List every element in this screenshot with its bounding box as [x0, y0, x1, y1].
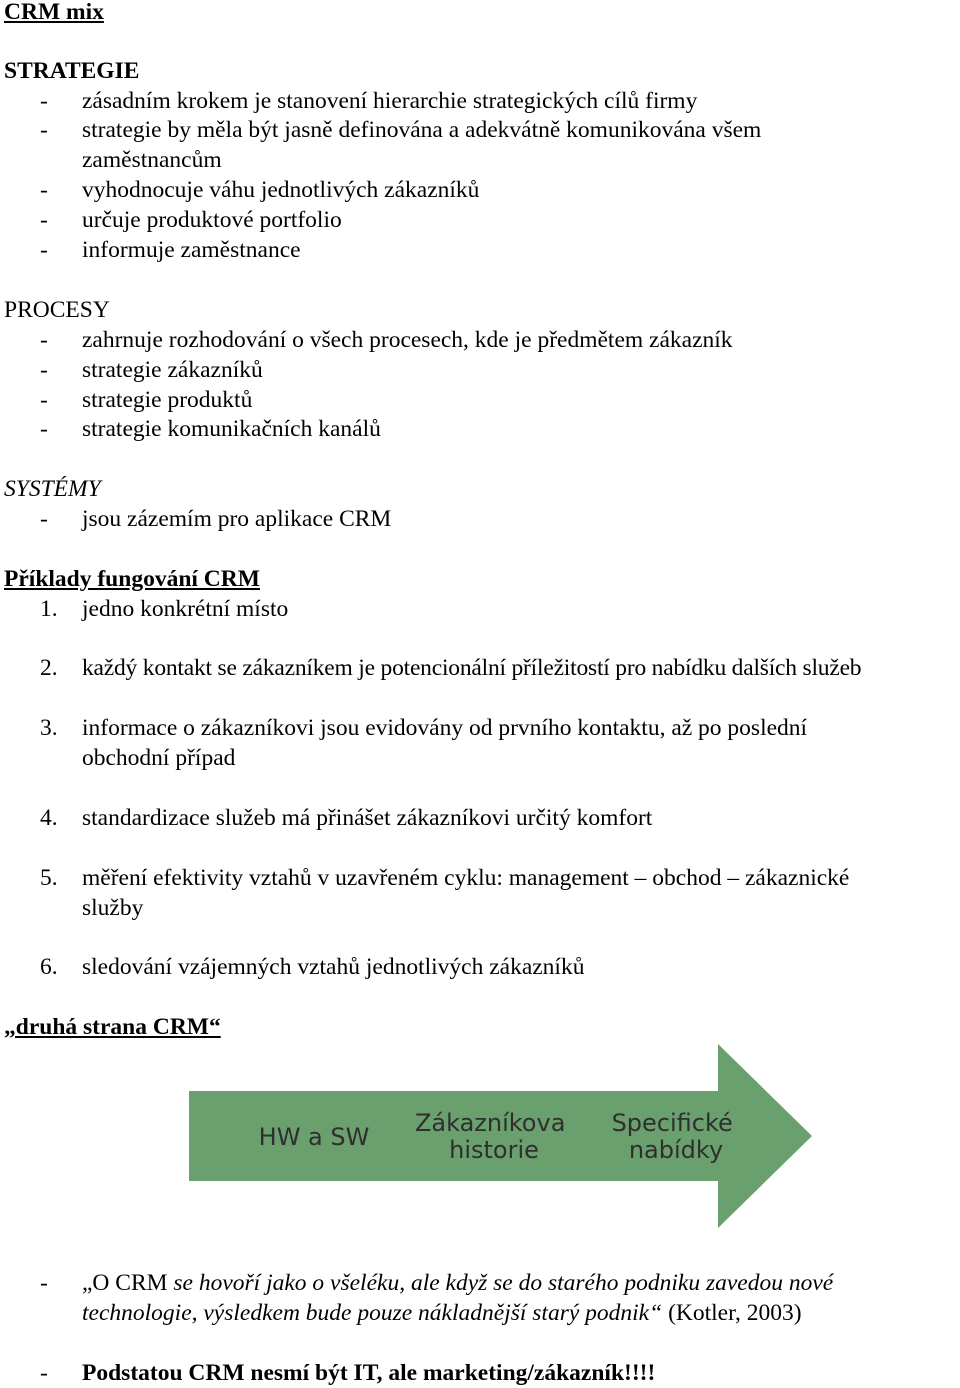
- numbered-item-text: služby: [82, 895, 144, 921]
- item-number: 6.: [40, 954, 58, 980]
- numbered-item-text: měření efektivity vztahů v uzavřeném cyklu: management – obchod – zákaznické: [82, 865, 850, 891]
- process-arrow-diagram: [0, 1040, 960, 1240]
- section-heading-procesy: PROCESY: [4, 297, 110, 323]
- list-item-text: strategie produktů: [82, 387, 253, 413]
- quote-text: [82, 1298, 802, 1328]
- numbered-item-text: jedno konkrétní místo: [82, 596, 289, 622]
- numbered-item-text: každý kontakt se zákazníkem je potencionální příležitostí pro nabídku dalších služeb: [82, 655, 862, 681]
- bullet-dash: -: [40, 237, 48, 263]
- item-number: 1.: [40, 596, 58, 622]
- numbered-item-text: obchodní případ: [82, 745, 236, 771]
- numbered-item-text: sledování vzájemných vztahů jednotlivých zákazníků: [82, 954, 585, 980]
- bullet-dash: -: [40, 327, 48, 353]
- list-item-text: strategie zákazníků: [82, 357, 263, 383]
- bullet-dash: -: [40, 416, 48, 442]
- bullet-dash: -: [40, 387, 48, 413]
- list-item-text: zásadním krokem je stanovení hierarchie strategických cílů firmy: [82, 88, 698, 114]
- list-item-text: určuje produktové portfolio: [82, 207, 342, 233]
- item-number: 2.: [40, 655, 58, 681]
- bullet-dash: -: [40, 1270, 48, 1296]
- quote-italic: se hovoří jako o všeléku, ale když se do starého podniku zavedou nové: [173, 1270, 834, 1296]
- item-number: 4.: [40, 805, 58, 831]
- list-item-text: strategie by měla být jasně definována a adekvátně komunikována všem: [82, 117, 762, 143]
- section-heading-systemy: SYSTÉMY: [4, 476, 101, 502]
- arrow-label-nabidky: Specifické nabídky: [611, 1109, 733, 1164]
- bullet-dash: -: [40, 357, 48, 383]
- arrow-label-historie: Zákazníkova historie: [414, 1109, 566, 1164]
- quote-open: „O CRM: [82, 1270, 174, 1296]
- bullet-dash: -: [40, 1360, 48, 1386]
- arrow-label-hw-sw: HW a SW: [258, 1123, 370, 1151]
- list-item-text: zahrnuje rozhodování o všech procesech, kde je předmětem zákazník: [82, 327, 733, 353]
- quote-italic: technologie, výsledkem bude pouze nákladnější starý podnik“: [82, 1300, 663, 1326]
- list-item-text: zaměstnancům: [82, 147, 222, 173]
- list-item-text: jsou zázemím pro aplikace CRM: [82, 506, 392, 532]
- numbered-item-text: informace o zákazníkovi jsou evidovány od prvního kontaktu, až po poslední: [82, 715, 808, 741]
- section-heading-strategie: STRATEGIE: [4, 58, 140, 84]
- section-heading-druha-strana: „druhá strana CRM“: [4, 1014, 221, 1040]
- quote-citation: (Kotler, 2003): [662, 1300, 802, 1326]
- item-number: 3.: [40, 715, 58, 741]
- section-heading-priklady: Příklady fungování CRM: [4, 566, 260, 592]
- list-item-text: vyhodnocuje váhu jednotlivých zákazníků: [82, 177, 480, 203]
- bullet-dash: -: [40, 88, 48, 114]
- bullet-dash: -: [40, 177, 48, 203]
- list-item-text: informuje zaměstnance: [82, 237, 301, 263]
- numbered-item-text: standardizace služeb má přinášet zákazníkovi určitý komfort: [82, 805, 653, 831]
- bullet-dash: -: [40, 117, 48, 143]
- list-item-text: strategie komunikačních kanálů: [82, 416, 381, 442]
- quote-text: [82, 1268, 833, 1298]
- item-number: 5.: [40, 865, 58, 891]
- bullet-dash: -: [40, 506, 48, 532]
- final-statement-text: Podstatou CRM nesmí být IT, ale marketing/zákazník!!!!: [82, 1360, 656, 1386]
- page-title: CRM mix: [4, 0, 104, 25]
- bullet-dash: -: [40, 207, 48, 233]
